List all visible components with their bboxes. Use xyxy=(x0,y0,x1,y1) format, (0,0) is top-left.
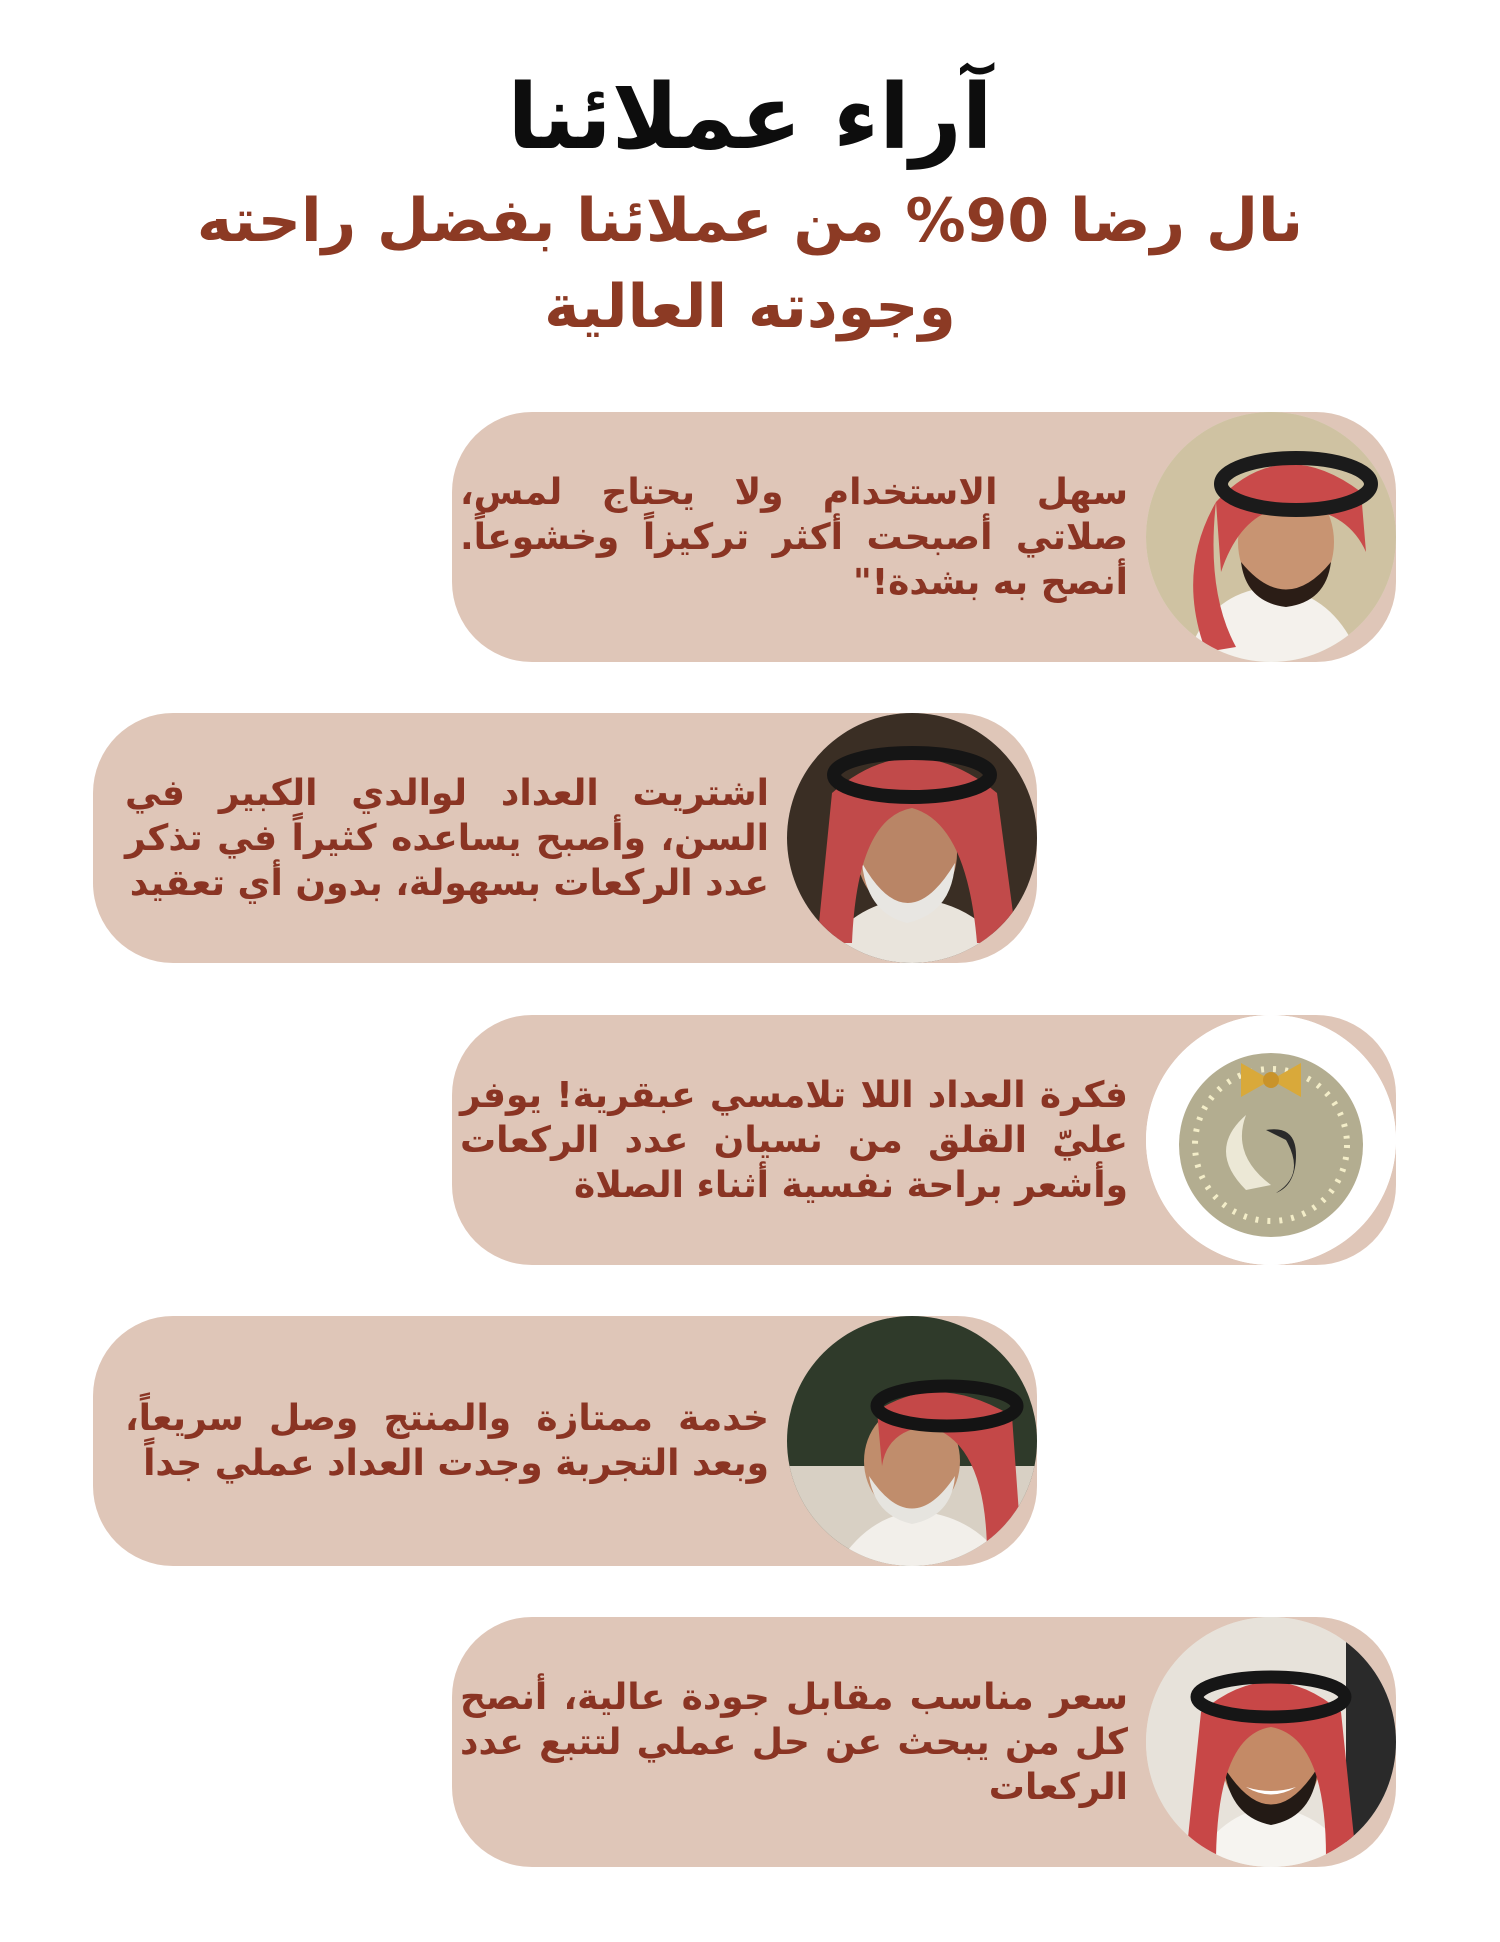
testimonial-text: فكرة العداد اللا تلامسي عبقرية! يوفر عليّ القلق من نسيان عدد الركعات وأشعر براحة نفسية أثناء الصلاة xyxy=(460,1074,1128,1206)
smiling-young-man-avatar xyxy=(1146,1617,1396,1867)
testimonial-text: سعر مناسب مقابل جودة عالية، أنصح كل من يبحث عن حل عملي لتتبع عدد الركعات xyxy=(460,1676,1128,1808)
testimonial-text: اشتريت العداد لوالدي الكبير في السن، وأصبح يساعده كثيراً في تذكر عدد الركعات بسهولة، بدون أي تعقيد xyxy=(125,772,769,904)
page-title: آراء عملائنا xyxy=(507,65,993,170)
testimonial-card xyxy=(452,1617,1396,1867)
testimonial-card xyxy=(93,1316,1037,1566)
elderly-man-shemagh-avatar xyxy=(787,713,1037,963)
page-subtitle: نال رضا 90% من عملائنا بفضل راحته وجودته العالية xyxy=(196,186,1304,342)
testimonial-card xyxy=(93,713,1037,963)
gold-ornament-logo xyxy=(1146,1015,1396,1265)
young-man-shemagh-avatar xyxy=(1146,412,1396,662)
testimonial-text: سهل الاستخدام ولا يحتاج لمس، صلاتي أصبحت أكثر تركيزاً وخشوعاً. أنصح به بشدة!" xyxy=(460,471,1128,603)
smiling-elderly-man-avatar xyxy=(787,1316,1037,1566)
testimonial-card xyxy=(452,1015,1396,1265)
testimonial-card xyxy=(452,412,1396,662)
testimonial-text: خدمة ممتازة والمنتج وصل سريعاً، وبعد التجربة وجدت العداد عملي جداً xyxy=(125,1398,769,1484)
